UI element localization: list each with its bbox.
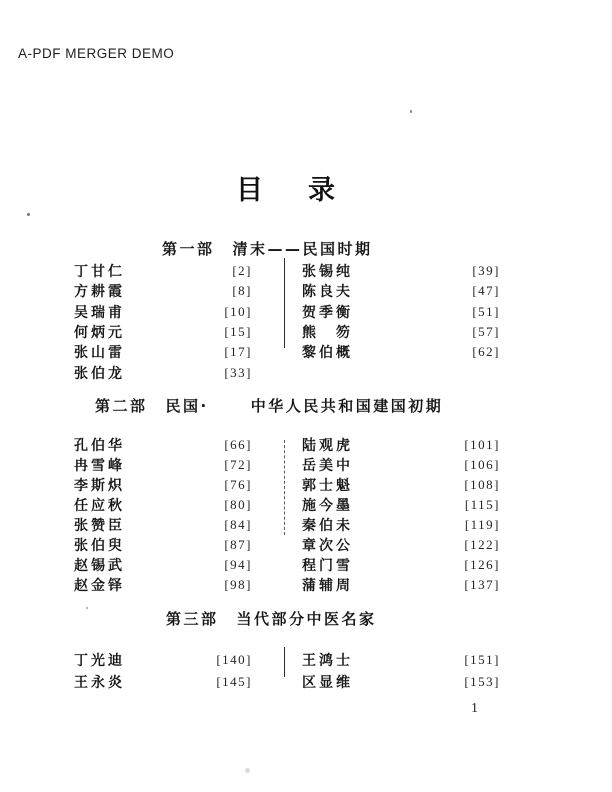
entry-name: 赵金铎 — [74, 578, 125, 594]
entry-page: [122] — [464, 537, 500, 552]
toc-entry — [302, 435, 500, 455]
scan-speck — [410, 110, 412, 113]
entry-page: [15] — [224, 324, 252, 340]
toc-column-left — [74, 649, 252, 693]
entry-name: 李斯炽 — [74, 478, 125, 494]
entry-page: [151] — [464, 652, 500, 667]
toc-entry — [302, 281, 500, 301]
page-title: 目 录 — [236, 175, 344, 206]
entry-name: 冉雪峰 — [74, 458, 125, 474]
entry-name: 黎伯概 — [302, 345, 353, 362]
toc-entry — [74, 261, 252, 281]
entry-name: 吴瑞甫 — [74, 304, 125, 321]
entry-page: [108] — [464, 477, 500, 492]
toc-entry — [74, 435, 252, 455]
entry-name: 任应秋 — [74, 498, 125, 514]
entry-name: 何炳元 — [74, 325, 125, 342]
entry-page: [84] — [224, 517, 252, 532]
section-heading — [95, 395, 443, 416]
toc-entry — [302, 475, 500, 495]
column-divider-line — [284, 440, 285, 535]
entry-name: 王鸿士 — [302, 653, 353, 669]
entry-name: 张山雷 — [74, 345, 125, 362]
column-divider-line — [284, 647, 285, 677]
toc-entry — [302, 302, 500, 322]
entry-page: [140] — [216, 652, 252, 667]
scan-speck — [27, 213, 30, 216]
entry-page: [33] — [224, 364, 252, 380]
entry-page: [119] — [464, 517, 500, 532]
toc-entry — [302, 555, 500, 575]
entry-page: [101] — [464, 437, 500, 452]
entry-page: [106] — [464, 457, 500, 472]
entry-page: [8] — [232, 283, 252, 299]
toc-entry — [74, 535, 252, 555]
section-heading-part: 当代部分中医名家 — [236, 610, 377, 628]
entry-page: [47] — [472, 283, 500, 299]
entry-name: 熊 笏 — [302, 325, 353, 342]
entry-name: 蒲辅周 — [302, 578, 353, 594]
entry-page: [66] — [224, 437, 252, 452]
section-heading-part: 民国· — [165, 397, 209, 415]
entry-name: 王永炎 — [74, 675, 125, 691]
section-heading-part: 第三部 — [166, 610, 219, 628]
entry-page: [126] — [464, 557, 500, 572]
entry-page: [62] — [472, 344, 500, 360]
watermark-text: A-PDF MERGER DEMO — [18, 46, 175, 61]
toc-entry — [302, 515, 500, 535]
toc-entry — [302, 495, 500, 515]
toc-entry — [74, 475, 252, 495]
entry-name: 张锡纯 — [302, 264, 353, 281]
entry-page: [80] — [224, 497, 252, 512]
entry-name: 施今墨 — [302, 498, 353, 514]
entry-page: [10] — [224, 303, 252, 319]
entry-name: 张伯臾 — [74, 538, 125, 554]
scan-speck — [245, 768, 250, 773]
entry-page: [39] — [472, 263, 500, 279]
toc-entry — [302, 671, 500, 693]
section-heading-part: 中华人民共和国建国初期 — [250, 397, 444, 415]
entry-name: 方耕霞 — [74, 284, 125, 301]
entry-name: 贺季衡 — [302, 304, 353, 321]
entry-name: 郭士魁 — [302, 478, 353, 494]
entry-name: 丁光迪 — [74, 653, 125, 669]
toc-entry — [74, 671, 252, 693]
toc-column-right — [302, 649, 500, 693]
entry-page: [57] — [472, 324, 500, 340]
toc-column-left — [74, 261, 252, 383]
page-number: 1 — [471, 701, 478, 716]
toc-entry — [302, 575, 500, 595]
toc-entry — [74, 362, 252, 382]
toc-entry — [302, 261, 500, 281]
column-divider-line — [284, 258, 285, 348]
entry-name: 孔伯华 — [74, 438, 125, 454]
toc-entry — [74, 322, 252, 342]
entry-page: [2] — [232, 263, 252, 279]
entry-page: [98] — [224, 577, 252, 592]
entry-name: 岳美中 — [302, 458, 353, 474]
entry-page: [145] — [216, 674, 252, 689]
toc-column-left — [74, 435, 252, 595]
entry-page: [94] — [224, 557, 252, 572]
toc-entry — [302, 342, 500, 362]
toc-entry — [302, 455, 500, 475]
entry-name: 区显维 — [302, 675, 353, 691]
entry-name: 张伯龙 — [74, 365, 125, 382]
entry-page: [51] — [472, 303, 500, 319]
section-heading — [162, 238, 373, 259]
entry-name: 丁甘仁 — [74, 264, 125, 281]
entry-name: 陈良夫 — [302, 284, 353, 301]
entry-name: 张赞臣 — [74, 518, 125, 534]
entry-name: 陆观虎 — [302, 438, 353, 454]
toc-entry — [74, 555, 252, 575]
toc-entry — [74, 649, 252, 671]
toc-entry — [74, 455, 252, 475]
entry-name: 程门雪 — [302, 558, 353, 574]
toc-entry — [74, 281, 252, 301]
entry-name: 章次公 — [302, 538, 353, 554]
scan-speck — [86, 607, 88, 609]
entry-page: [115] — [464, 497, 500, 512]
entry-name: 秦伯未 — [302, 518, 353, 534]
toc-entry — [302, 535, 500, 555]
toc-entry — [74, 302, 252, 322]
entry-page: [76] — [224, 477, 252, 492]
entry-page: [87] — [224, 537, 252, 552]
entry-page: [137] — [464, 577, 500, 592]
section-heading-part: 第一部 — [162, 240, 215, 258]
toc-entry — [74, 575, 252, 595]
toc-column-right — [302, 435, 500, 595]
entry-page: [72] — [224, 457, 252, 472]
section-heading — [166, 608, 377, 629]
toc-entry — [302, 322, 500, 342]
toc-entry — [302, 649, 500, 671]
toc-entry — [74, 515, 252, 535]
toc-column-right — [302, 261, 500, 362]
entry-page: [17] — [224, 344, 252, 360]
section-heading-part: 清末——民国时期 — [232, 240, 373, 258]
toc-entry — [74, 495, 252, 515]
entry-name: 赵锡武 — [74, 558, 125, 574]
entry-page: [153] — [464, 674, 500, 689]
section-heading-part: 第二部 — [95, 397, 148, 415]
toc-entry — [74, 342, 252, 362]
